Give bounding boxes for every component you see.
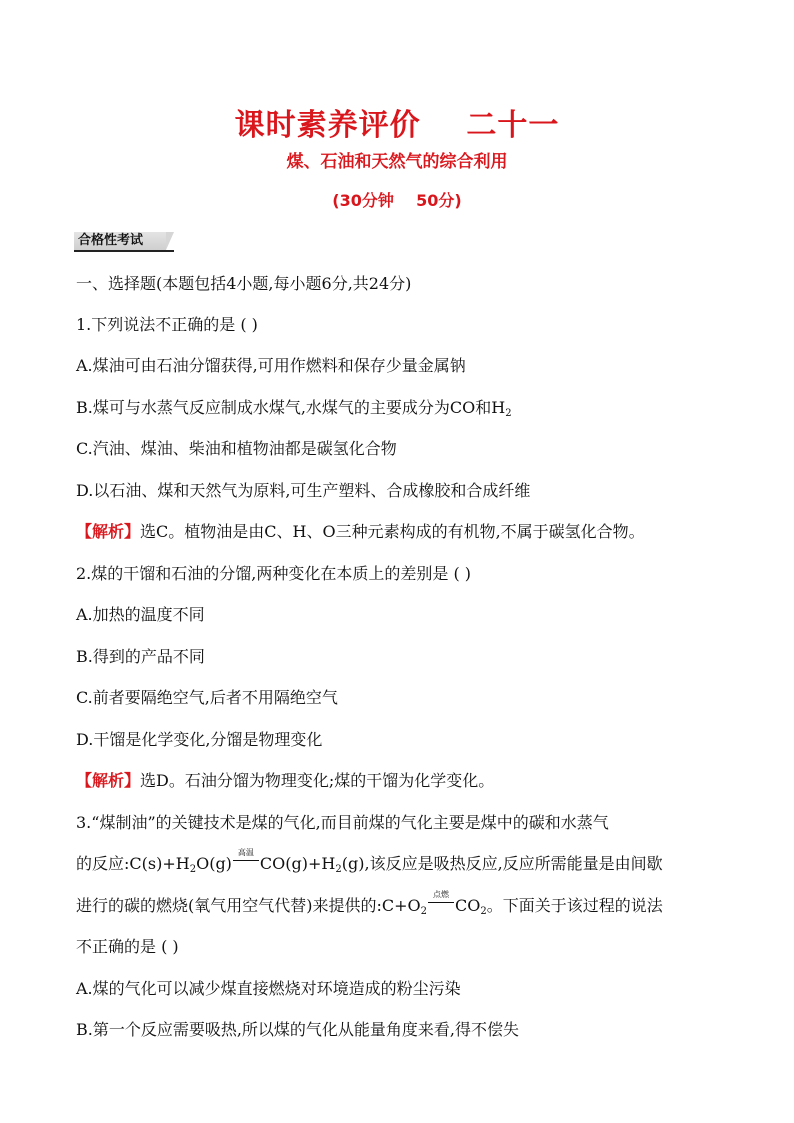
analysis-tag: 【解析】 <box>76 771 141 790</box>
question-2-stem: 2.煤的干馏和石油的分馏,两种变化在本质上的差别是 ( ) <box>76 564 472 583</box>
question-2-option-b: B.得到的产品不同 <box>76 647 205 666</box>
page-subtitle: 煤、石油和天然气的综合利用 <box>286 152 508 172</box>
page-title: 课时素养评价 二十一 <box>234 108 560 143</box>
question-3-stem-line-3: 进行的碳的燃烧(氧气用空气代替)来提供的$:C+O_2$ 点燃 $CO_2$。下面关于该过程的说法 <box>76 890 663 917</box>
time-limit: (30分钟 50分) <box>332 191 462 210</box>
question-2-analysis: 【解析】选D。石油分馏为物理变化;煤的干馏为化学变化。 <box>76 771 495 790</box>
section-tab <box>74 232 174 252</box>
analysis-tag: 【解析】 <box>76 522 141 541</box>
question-2-option-a: A.加热的温度不同 <box>76 605 205 624</box>
question-1-option-c: C.汽油、煤油、柴油和植物油都是碳氢化合物 <box>76 439 397 458</box>
question-3-option-a: A.煤的气化可以减少煤直接燃烧对环境造成的粉尘污染 <box>76 979 461 998</box>
question-1-stem: 1.下列说法不正确的是 ( ) <box>76 315 258 334</box>
reaction-condition-high-temp: 高温 <box>232 853 260 869</box>
question-3-stem-line-1: 3.“煤制油”的关键技术是煤的气化,而目前煤的气化主要是煤中的碳和水蒸气 <box>76 813 609 832</box>
question-1-option-b: B.煤可与水蒸气反应制成水煤气,水煤气的主要成分为CO和$H_2$ <box>76 398 512 419</box>
question-3-option-b: B.第一个反应需要吸热,所以煤的气化从能量角度来看,得不偿失 <box>76 1020 520 1039</box>
reaction-condition-ignite: 点燃 <box>427 895 455 911</box>
question-1-analysis: 【解析】选C。植物油是由C、H、O三种元素构成的有机物,不属于碳氢化合物。 <box>76 522 645 541</box>
question-2-option-c: C.前者要隔绝空气,后者不用隔绝空气 <box>76 688 338 707</box>
question-3-stem-line-2: 的反应$:C(s)+H_2O(g)$ 高温 $CO(g)+H_2(g)$,该反应是吸热反应,反应所需能量是由间歇 <box>76 848 663 875</box>
question-2-option-d: D.干馏是化学变化,分馏是物理变化 <box>76 730 323 749</box>
question-1-option-a: A.煤油可由石油分馏获得,可用作燃料和保存少量金属钠 <box>76 356 466 375</box>
section-tab-label: 合格性考试 <box>78 233 144 248</box>
section-heading: 一、选择题(本题包括4小题,每小题6分,共24分) <box>76 274 412 293</box>
question-3-stem-line-4: 不正确的是 ( ) <box>76 937 179 956</box>
question-1-option-d: D.以石油、煤和天然气为原料,可生产塑料、合成橡胶和合成纤维 <box>76 481 531 500</box>
